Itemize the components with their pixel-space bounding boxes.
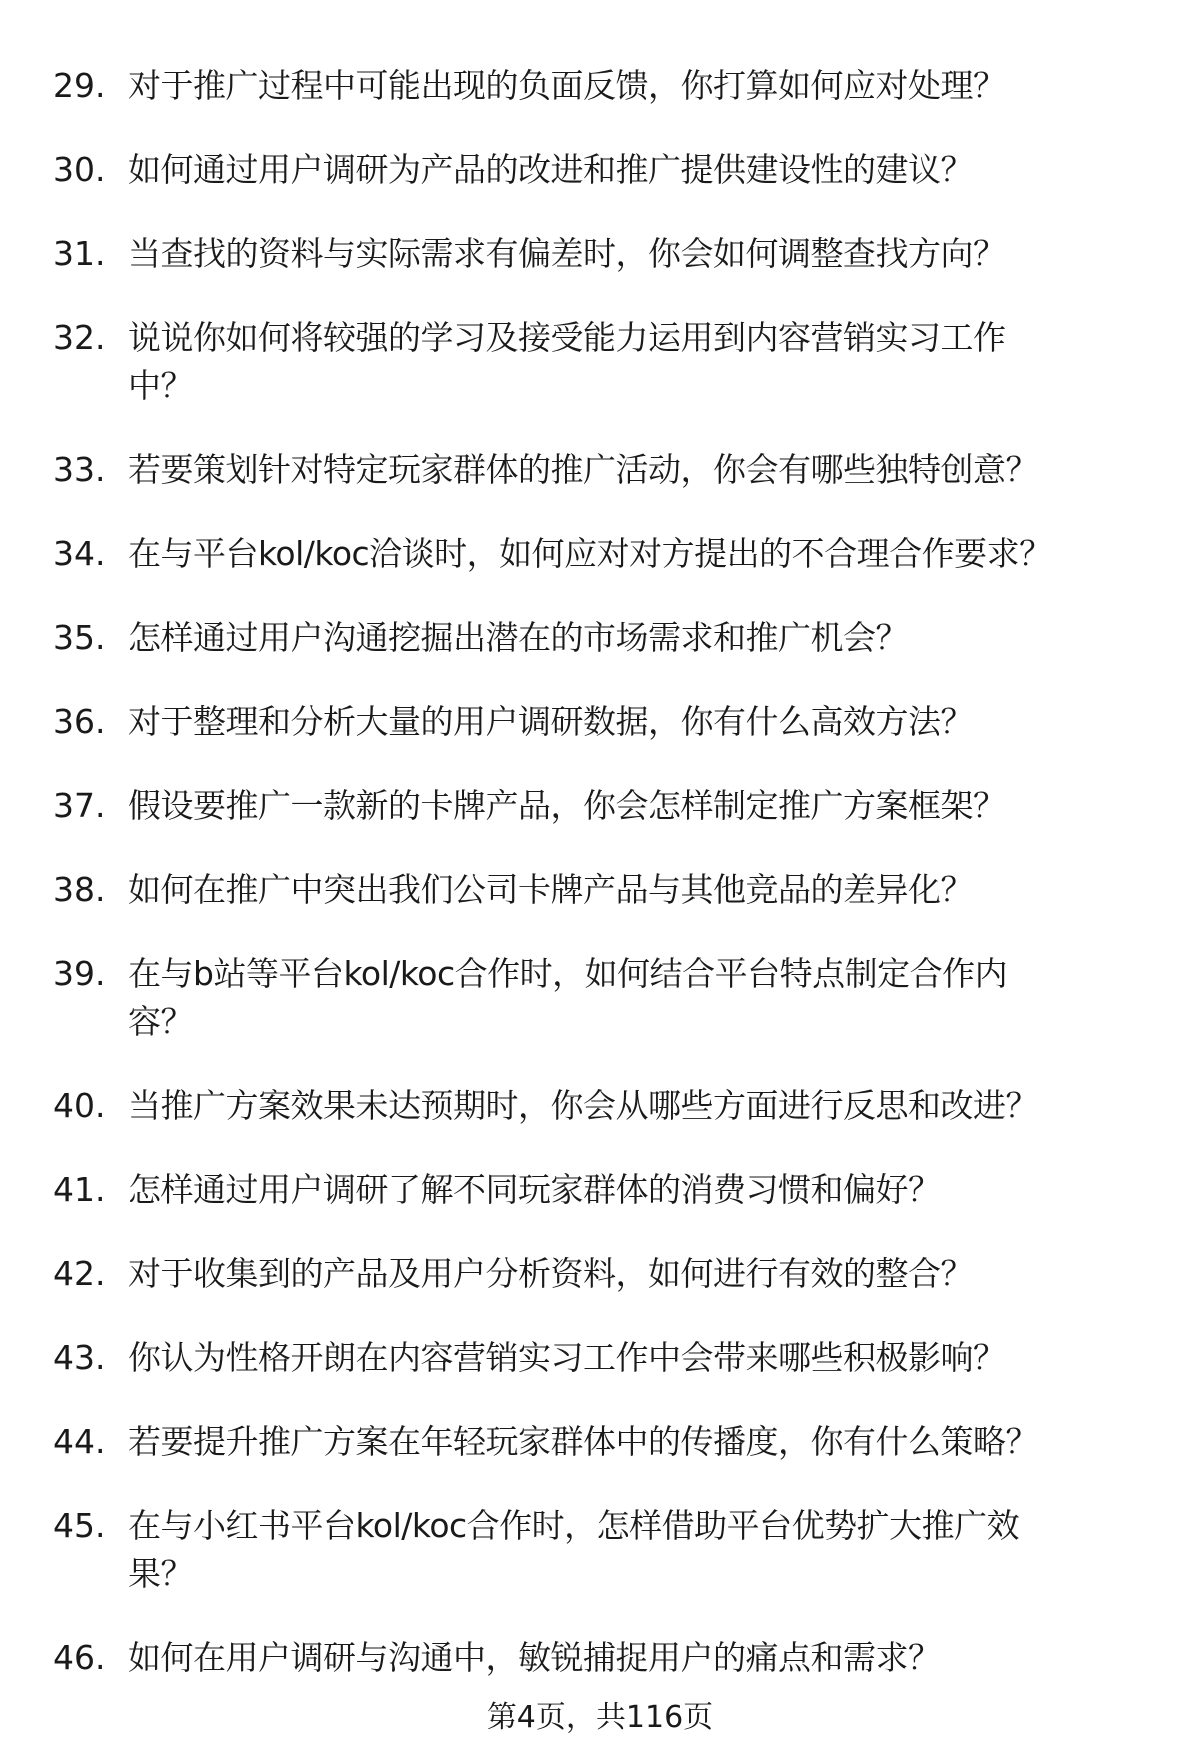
question-item bbox=[0, 782, 1200, 830]
question-number: 45. bbox=[53, 1506, 106, 1545]
question-item bbox=[0, 866, 1200, 914]
question-text: 果？ bbox=[128, 1554, 193, 1593]
question-item bbox=[0, 62, 1200, 110]
question-text: 怎样通过用户调研了解不同玩家群体的消费习惯和偏好？ bbox=[128, 1170, 941, 1209]
question-text: 在与小红书平台kol/koc合作时，怎样借助平台优势扩大推广效 bbox=[128, 1506, 1020, 1545]
question-item bbox=[0, 1082, 1200, 1130]
question-text: 在与b站等平台kol/koc合作时，如何结合平台特点制定合作内 bbox=[128, 954, 1008, 993]
question-text: 容？ bbox=[128, 1002, 193, 1041]
question-text: 在与平台kol/koc洽谈时，如何应对对方提出的不合理合作要求？ bbox=[128, 534, 1052, 573]
question-text: 你认为性格开朗在内容营销实习工作中会带来哪些积极影响？ bbox=[128, 1338, 1006, 1377]
question-number: 34. bbox=[53, 534, 106, 573]
question-text: 若要提升推广方案在年轻玩家群体中的传播度，你有什么策略？ bbox=[128, 1422, 1038, 1461]
question-number: 35. bbox=[53, 618, 106, 657]
question-text: 假设要推广一款新的卡牌产品，你会怎样制定推广方案框架？ bbox=[128, 786, 1006, 825]
page-footer: 第4页，共116页 bbox=[486, 1700, 714, 1735]
question-number: 37. bbox=[53, 786, 106, 825]
question-text: 如何通过用户调研为产品的改进和推广提供建设性的建议？ bbox=[128, 150, 973, 189]
question-item bbox=[0, 1502, 1200, 1598]
question-item bbox=[0, 230, 1200, 278]
question-list bbox=[0, 62, 1200, 1718]
question-number: 44. bbox=[53, 1422, 106, 1461]
question-number: 40. bbox=[53, 1086, 106, 1125]
question-item bbox=[0, 1250, 1200, 1298]
question-number: 31. bbox=[53, 234, 106, 273]
question-text: 当查找的资料与实际需求有偏差时，你会如何调整查找方向？ bbox=[128, 234, 1006, 273]
question-number: 29. bbox=[53, 66, 106, 105]
question-item bbox=[0, 446, 1200, 494]
question-number: 33. bbox=[53, 450, 106, 489]
question-item bbox=[0, 698, 1200, 746]
question-item bbox=[0, 1334, 1200, 1382]
question-text: 对于整理和分析大量的用户调研数据，你有什么高效方法？ bbox=[128, 702, 973, 741]
question-number: 38. bbox=[53, 870, 106, 909]
question-item bbox=[0, 1634, 1200, 1682]
question-number: 39. bbox=[53, 954, 106, 993]
question-item bbox=[0, 614, 1200, 662]
question-number: 30. bbox=[53, 150, 106, 189]
question-text: 怎样通过用户沟通挖掘出潜在的市场需求和推广机会？ bbox=[128, 618, 908, 657]
question-text: 对于收集到的产品及用户分析资料，如何进行有效的整合？ bbox=[128, 1254, 973, 1293]
question-text: 说说你如何将较强的学习及接受能力运用到内容营销实习工作 bbox=[128, 318, 1006, 357]
question-text: 若要策划针对特定玩家群体的推广活动，你会有哪些独特创意？ bbox=[128, 450, 1038, 489]
question-item bbox=[0, 314, 1200, 410]
question-number: 41. bbox=[53, 1170, 106, 1209]
question-number: 43. bbox=[53, 1338, 106, 1377]
question-item bbox=[0, 530, 1200, 578]
question-item bbox=[0, 1166, 1200, 1214]
question-text: 对于推广过程中可能出现的负面反馈，你打算如何应对处理？ bbox=[128, 66, 1006, 105]
question-text: 中？ bbox=[128, 366, 193, 405]
question-item bbox=[0, 950, 1200, 1046]
question-text: 如何在用户调研与沟通中，敏锐捕捉用户的痛点和需求？ bbox=[128, 1638, 941, 1677]
question-text: 当推广方案效果未达预期时，你会从哪些方面进行反思和改进？ bbox=[128, 1086, 1038, 1125]
question-number: 36. bbox=[53, 702, 106, 741]
question-number: 32. bbox=[53, 318, 106, 357]
question-number: 46. bbox=[53, 1638, 106, 1677]
question-item bbox=[0, 1418, 1200, 1466]
question-text: 如何在推广中突出我们公司卡牌产品与其他竞品的差异化？ bbox=[128, 870, 973, 909]
question-item bbox=[0, 146, 1200, 194]
question-number: 42. bbox=[53, 1254, 106, 1293]
